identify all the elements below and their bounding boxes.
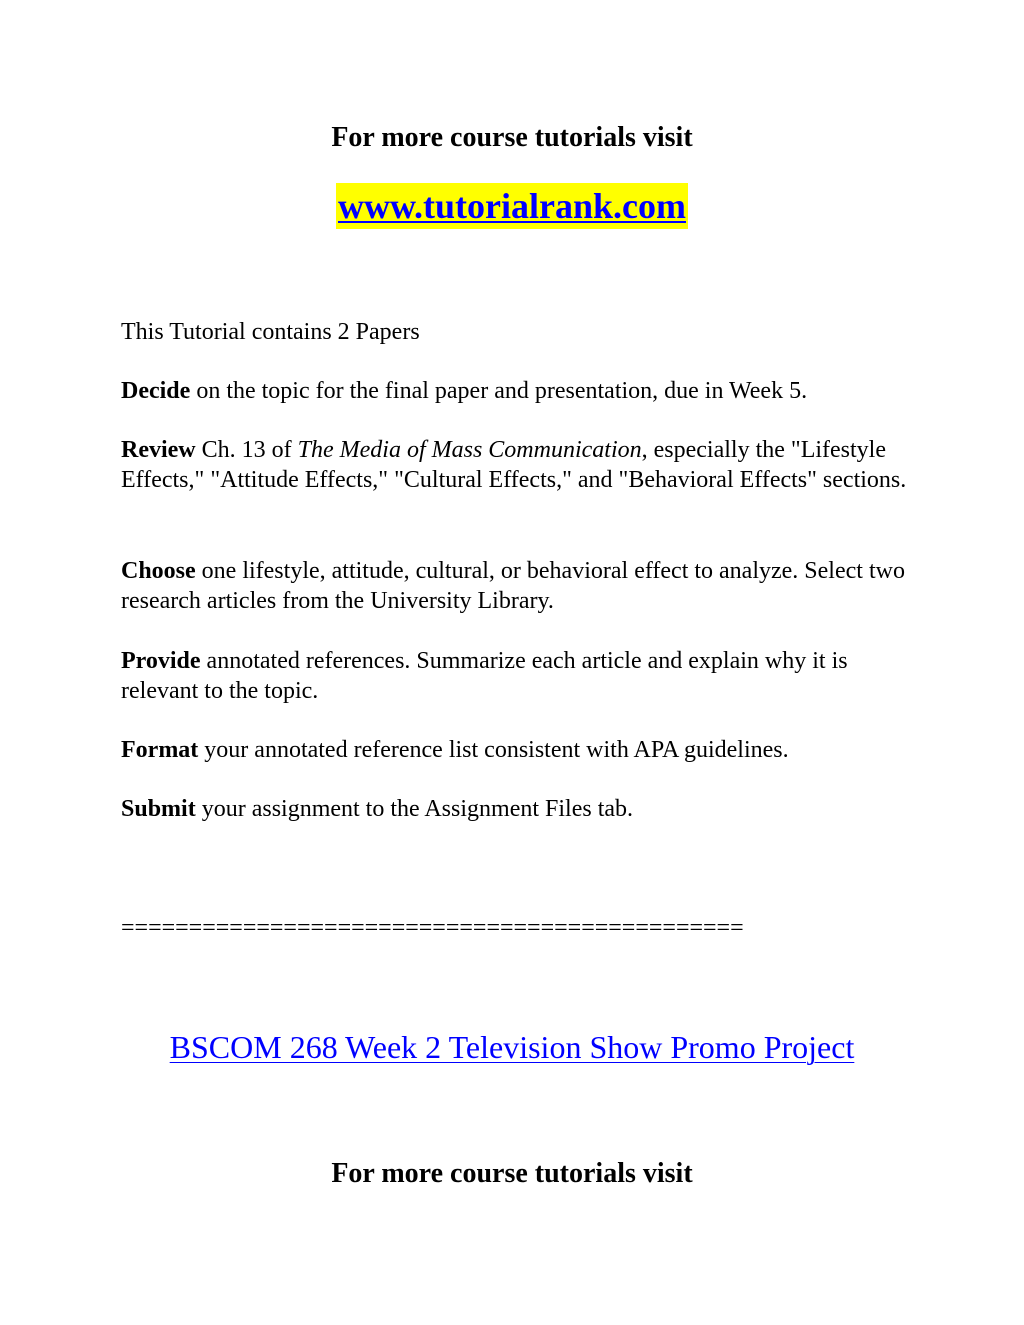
decide-paragraph	[121, 376, 911, 406]
provide-text: annotated references. Summarize each article and explain why it is relevant to the topic.	[121, 648, 848, 704]
format-text: your annotated reference list consistent with APA guidelines.	[198, 737, 789, 763]
course-title-link[interactable]: BSCOM 268 Week 2 Television Show Promo Project	[169, 1029, 855, 1065]
intro-text: This Tutorial contains 2 Papers	[121, 319, 420, 345]
format-keyword: Format	[121, 737, 199, 763]
site-link[interactable]: www.tutorialrank.com	[336, 183, 688, 229]
section-divider: ==============================================	[121, 915, 744, 941]
choose-keyword: Choose	[121, 558, 196, 584]
review-text-before: Ch. 13 of	[195, 437, 298, 463]
submit-text: your assignment to the Assignment Files tab.	[195, 796, 634, 822]
visit-heading: For more course tutorials visit	[331, 122, 693, 153]
choose-paragraph	[121, 556, 911, 616]
decide-text: on the topic for the final paper and presentation, due in Week 5.	[190, 378, 808, 404]
book-title: The Media of Mass Communication	[297, 437, 642, 463]
submit-keyword: Submit	[121, 796, 196, 822]
review-paragraph	[121, 435, 911, 495]
course-link-container	[0, 1027, 1024, 1067]
review-keyword: Review	[121, 437, 196, 463]
format-paragraph	[121, 735, 911, 765]
review-text-after: , especially the "Lifestyle Effects," "Attitude Effects," "Cultural Effects," and "Behavioral Effects" sections.	[121, 437, 907, 493]
submit-paragraph	[121, 794, 911, 824]
decide-keyword: Decide	[121, 378, 191, 404]
provide-paragraph	[121, 646, 911, 706]
site-link-container	[0, 183, 1024, 229]
choose-text: one lifestyle, attitude, cultural, or behavioral effect to analyze. Select two research articles from the University Library.	[121, 558, 905, 614]
visit-heading-bottom: For more course tutorials visit	[331, 1158, 693, 1189]
provide-keyword: Provide	[121, 648, 201, 674]
